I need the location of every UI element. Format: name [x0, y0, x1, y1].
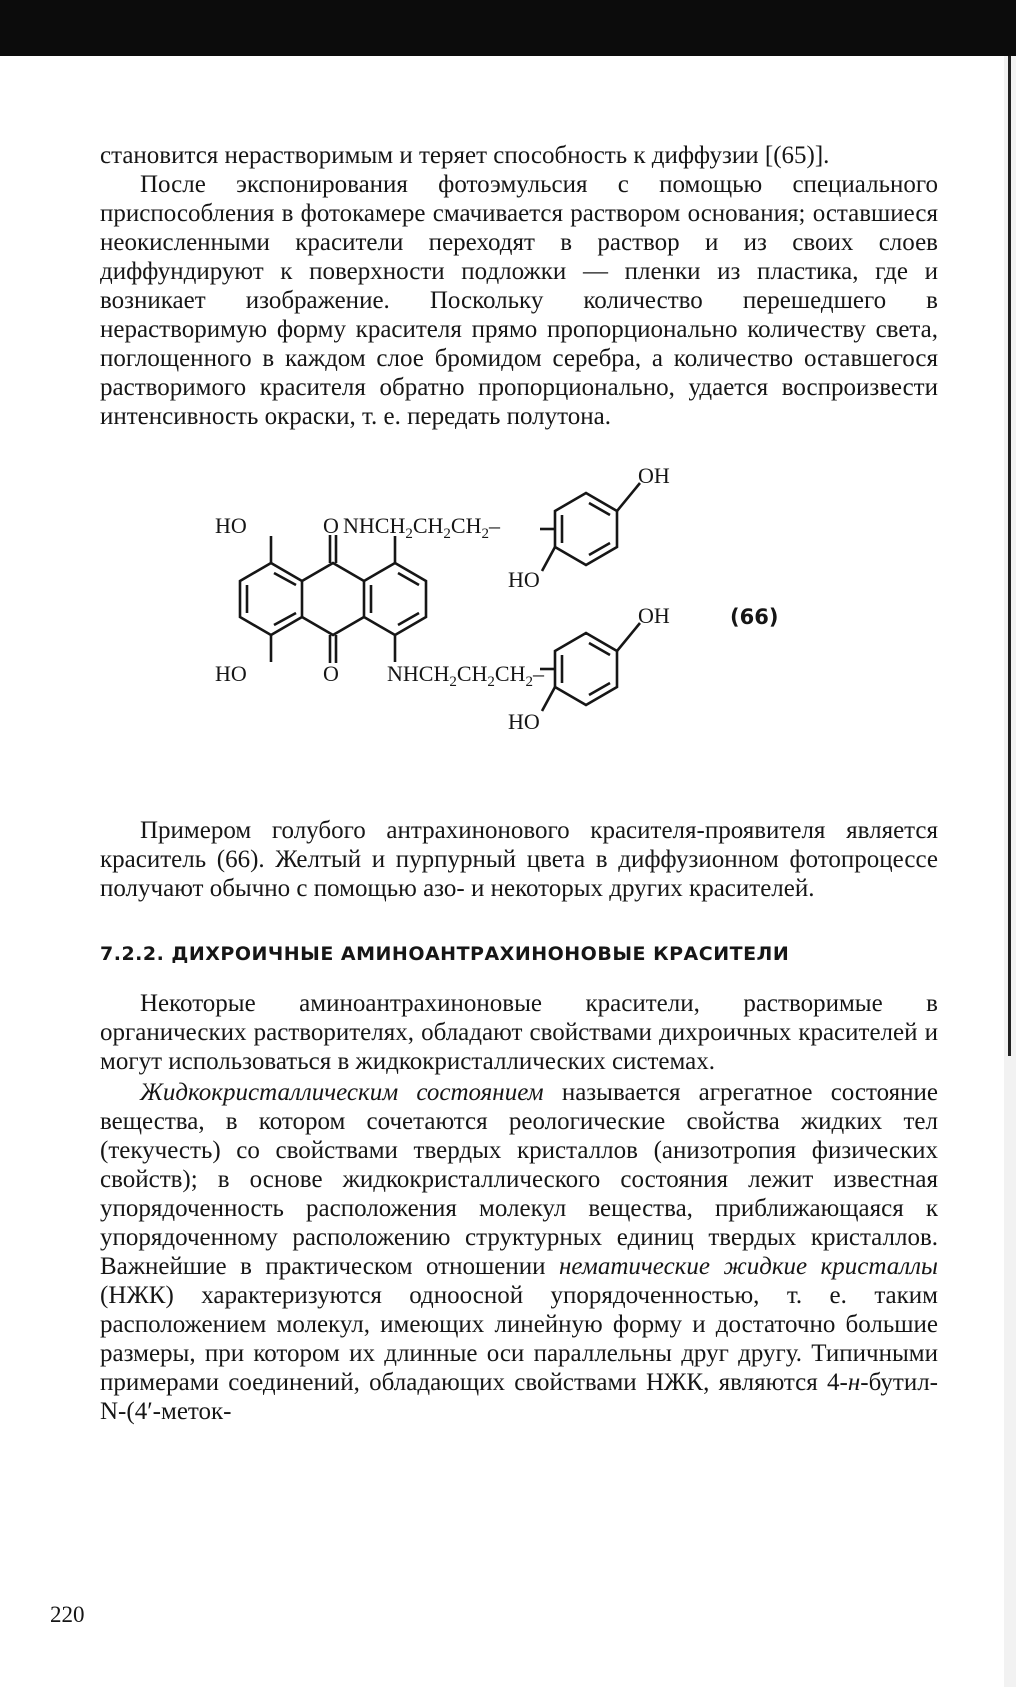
label-o-bottom: O — [323, 661, 339, 686]
label-o-top: O — [323, 513, 339, 538]
label-ho-bottom: HO — [215, 661, 247, 686]
liquid-crystal-paragraph: Жидкокристаллическим состоянием называется агрегатное состояние вещества, в котором сочетаются реологические свойства жидких тел (текучесть) со свойствами твердых кристаллов (анизотропия физических свойств); в основе жидкокристаллического состояния лежит известная упорядоченность расположения молекул вещества, приближающаяся к упорядоченному расположению структурных единиц твердых кристаллов. Важнейшие в практическом отношении нематические жидкие кристаллы (НЖК) характеризуются одноосной упорядоченностью, т. е. таким расположением молекул, имеющих линейную форму и достаточно большие размеры, при котором их длинные оси параллельны друг другу. Типичными примерами соединений, обладающих свойствами НЖК, являются 4-н-бутил-N-(4′-меток- — [100, 1079, 938, 1425]
page-content — [100, 135, 938, 1426]
exposure-paragraph: После экспонирования фотоэмульсия с помощью специального приспособления в фотокамере смачивается раствором основания; оставшиеся неокисленными красители переходят в раствор и из своих слоев диффундируют к поверхности подложки — пленки из пластика, где и возникает изображение. Поскольку количество перешедшего в нерастворимую форму красителя прямо пропорционально количеству света, поглощенного в каждом слое бромидом серебра, а количество оставшегося растворимого красителя обратно пропорционально, удается воспроизвести интенсивность окраски, т. е. передать полутона. — [100, 171, 938, 430]
label-ho-top: HO — [215, 513, 247, 538]
structural-formula-66 — [100, 453, 938, 798]
example-paragraph: Примером голубого антрахинонового красителя-проявителя является краситель (66). Желтый и пурпурный цвета в диффузионном фотопроцессе получают обычно с помощью азо- и некоторых других красителей. — [100, 817, 938, 902]
label-ho-lower-ring: HO — [508, 709, 540, 734]
label-chain-bottom: $NHCH_2CH_2CH_2-$ — [387, 661, 544, 690]
formula-number: (66) — [730, 605, 779, 629]
dichroic-paragraph: Некоторые аминоантрахиноновые красители, растворимые в органических растворителях, обладают свойствами дихроичных красителей и могут использоваться в жидкокристаллических системах. — [100, 990, 938, 1075]
label-oh-lower: OH — [638, 603, 670, 628]
label-oh-upper: OH — [638, 463, 670, 488]
right-scan-edge — [1004, 56, 1016, 1687]
top-scan-edge — [0, 0, 1016, 56]
continuation-paragraph: становится нерастворимым и теряет способность к диффузии [(65)]. — [100, 142, 830, 169]
label-ho-upper-ring: HO — [508, 567, 540, 592]
label-chain-top: $NHCH_2CH_2CH_2-$ — [343, 513, 500, 542]
term-nematic: нематические жидкие кристаллы — [559, 1253, 938, 1280]
term-lc-state: Жидкокристаллическим состоянием — [140, 1079, 544, 1106]
anthraquinone-dye-structure — [210, 453, 770, 798]
section-heading: 7.2.2. ДИХРОИЧНЫЕ АМИНОАНТРАХИНОНОВЫЕ КРАСИТЕЛИ — [100, 943, 790, 965]
page-number: 220 — [50, 1602, 85, 1627]
